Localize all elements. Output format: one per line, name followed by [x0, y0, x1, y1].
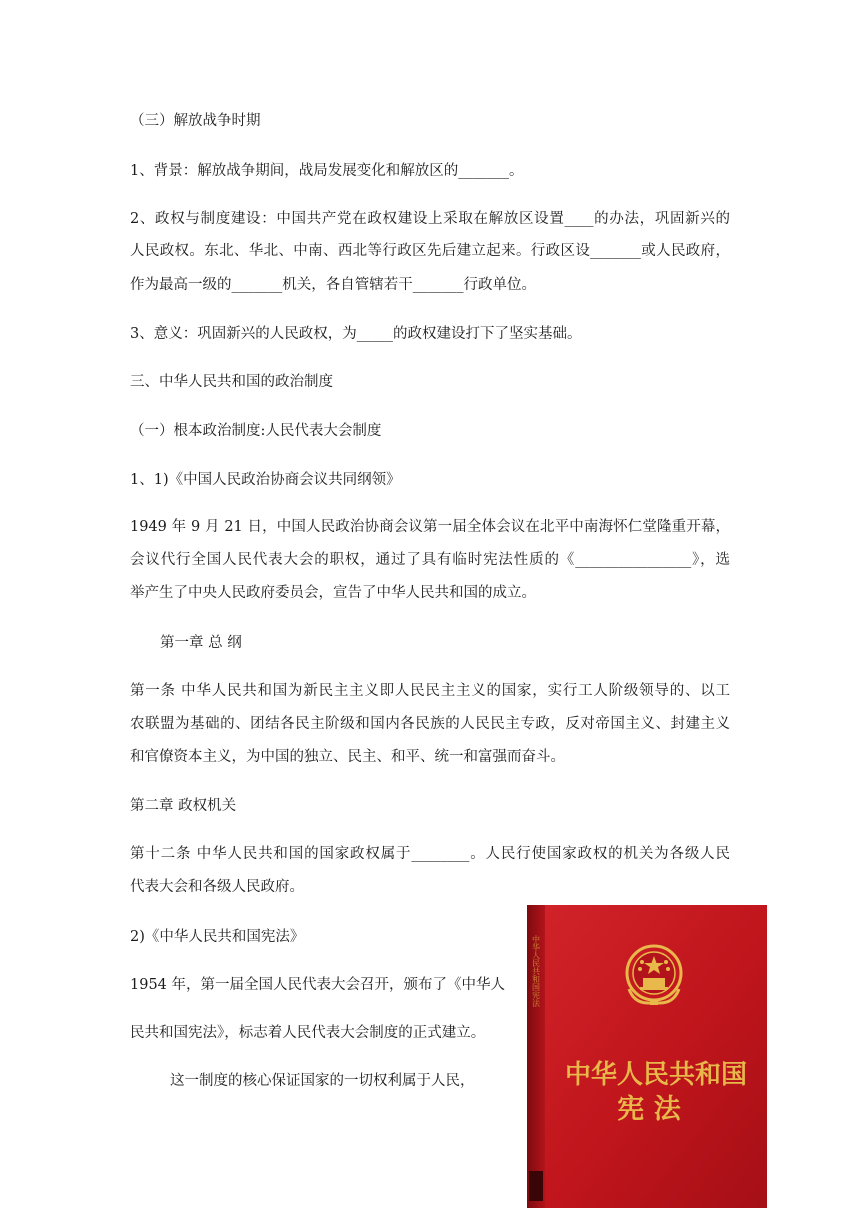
paragraph-1949-line-3: 举产生了中央人民政府委员会，宣告了中华人民共和国的成立。 [130, 585, 536, 601]
article-12-line-2: 代表大会和各级人民政府。 [130, 879, 304, 895]
subsection-heading-npc-system: （一）根本政治制度:人民代表大会制度 [130, 423, 382, 439]
article-1-line-3: 和官僚资本主义，为中国的独立、民主、和平、统一和富强而奋斗。 [130, 749, 565, 765]
paragraph-1949-line-1: 1949 年 9 月 21 日，中国人民政治协商会议第一届全体会议在北平中南海怀仁堂隆重开幕， [130, 519, 730, 535]
book-spine-text: 中华人民共和国宪法 [531, 935, 541, 1007]
section-heading-liberation-war: （三）解放战争时期 [130, 113, 261, 129]
paragraph-significance: 3、意义：巩固新兴的人民政权，为_____的政权建设打下了坚实基础。 [130, 326, 582, 342]
paragraph-regime-line-2: 人民政权。东北、华北、中南、西北等行政区先后建立起来。行政区设_______或人民政府， [130, 243, 730, 259]
item-constitution: 2)《中华人民共和国宪法》 [130, 929, 305, 945]
chapter-heading-organs: 第二章 政权机关 [130, 798, 237, 814]
paragraph-1954-line-1: 1954 年，第一届全国人民代表大会召开，颁布了《中华人 [130, 977, 506, 993]
section-heading-political-system: 三、中华人民共和国的政治制度 [130, 374, 333, 390]
article-1-line-1: 第一条 中华人民共和国为新民主主义即人民民主主义的国家，实行工人阶级领导的、以工 [130, 683, 730, 699]
paragraph-background: 1、背景：解放战争期间，战局发展变化和解放区的_______。 [130, 163, 524, 179]
article-12-line-1: 第十二条 中华人民共和国的国家政权属于________。人民行使国家政权的机关为各级人民 [130, 846, 730, 862]
paragraph-core-line: 这一制度的核心保证国家的一切权利属于人民， [170, 1073, 475, 1089]
chapter-heading-general: 第一章 总 纲 [160, 635, 242, 651]
book-title-line-1: 中华人民共和国 [564, 1060, 748, 1090]
constitution-book-image [527, 905, 767, 1208]
paragraph-regime-line-1: 2、政权与制度建设：中国共产党在政权建设上采取在解放区设置____的办法，巩固新兴的 [130, 211, 730, 227]
paragraph-1949-line-2: 会议代行全国人民代表大会的职权，通过了具有临时宪法性质的《________________》，选 [130, 552, 730, 568]
article-1-line-2: 农联盟为基础的、团结各民主阶级和国内各民族的人民民主专政，反对帝国主义、封建主义 [130, 716, 730, 732]
paragraph-regime-line-3: 作为最高一级的_______机关，各自管辖若干_______行政单位。 [130, 277, 536, 293]
paragraph-1954-line-2: 民共和国宪法》，标志着人民代表大会制度的正式建立。 [130, 1025, 486, 1041]
book-title-line-2: 宪 法 [617, 1094, 681, 1125]
item-common-program: 1、1)《中国人民政治协商会议共同纲领》 [130, 472, 401, 488]
